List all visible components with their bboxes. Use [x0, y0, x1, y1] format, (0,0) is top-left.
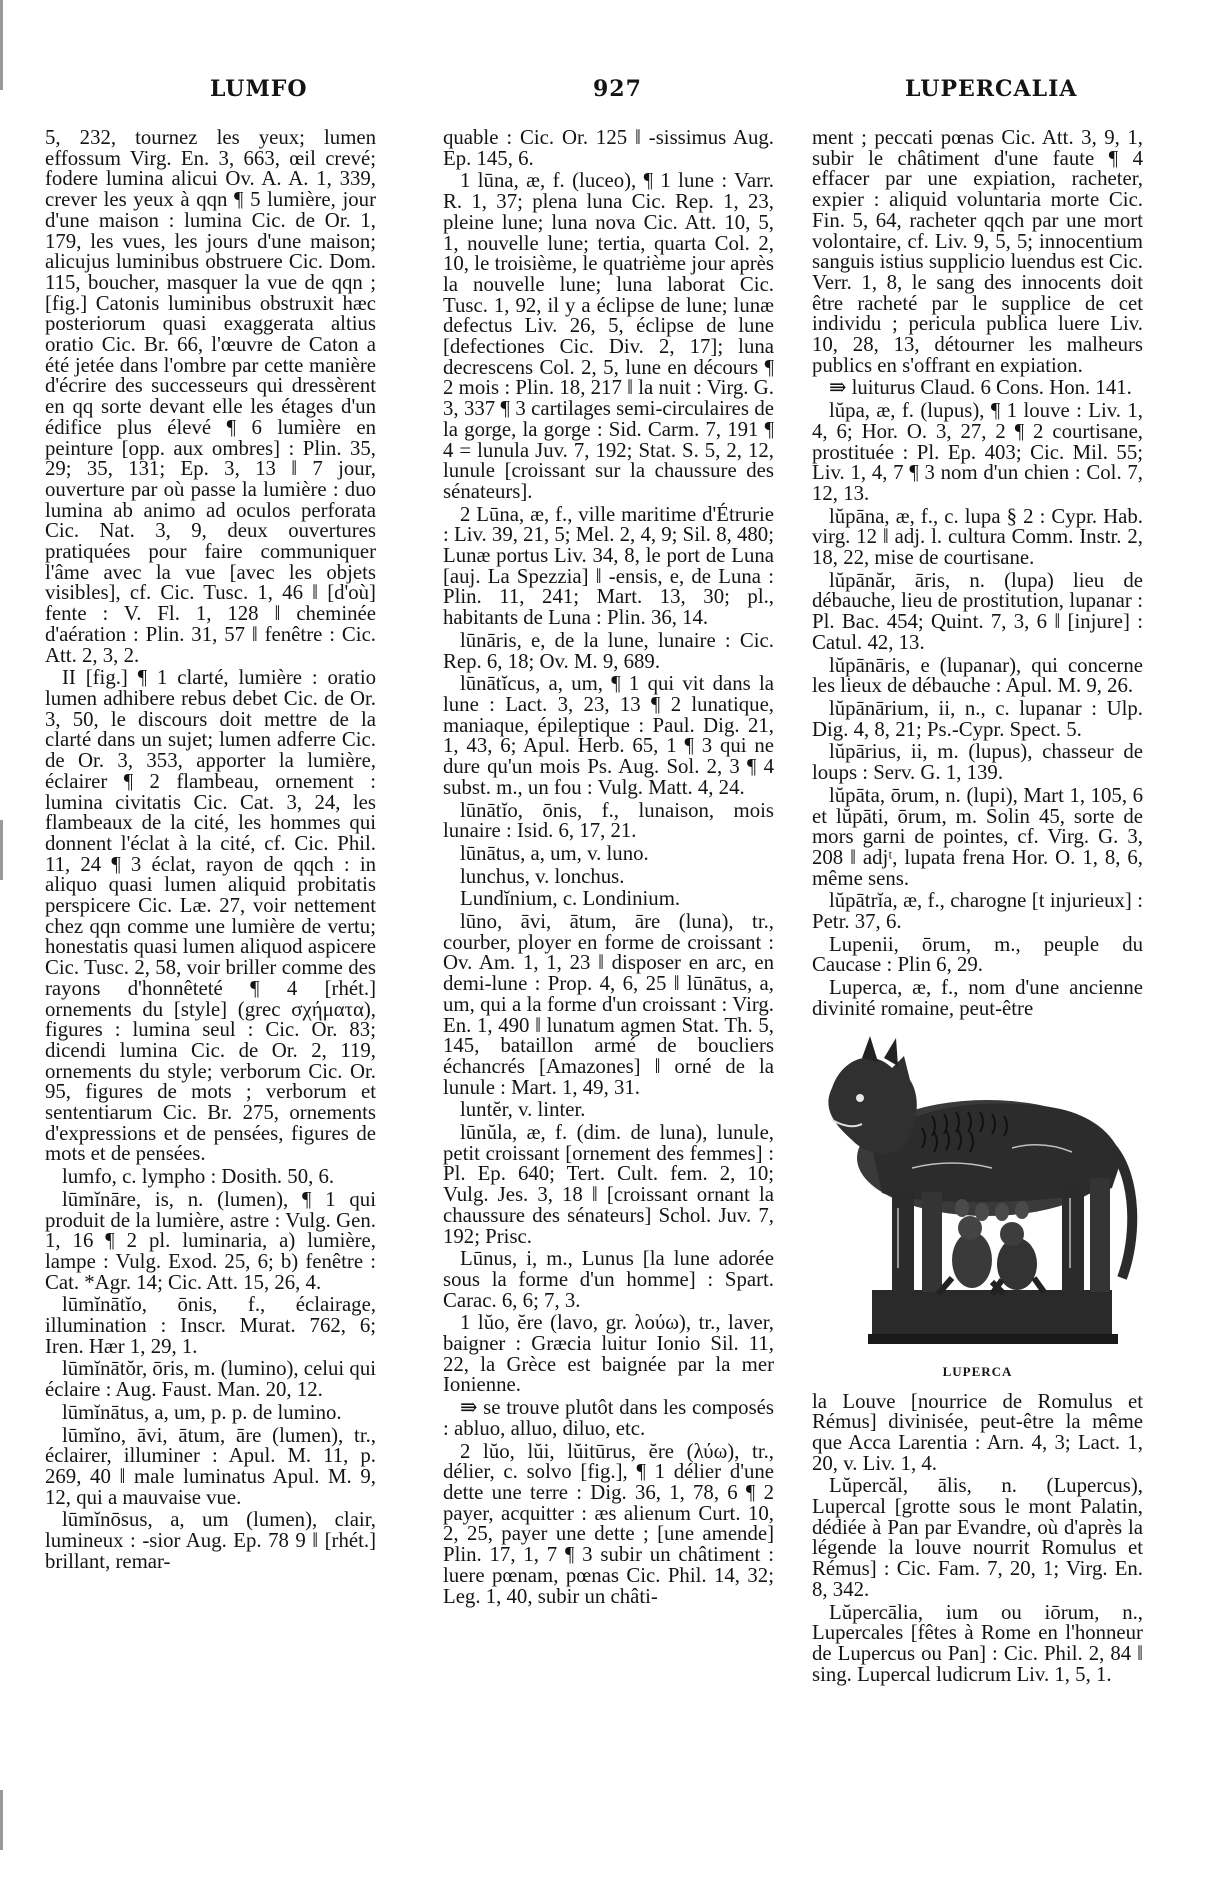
dictionary-entry: lūmĭnātŏr, ōris, m. (lumino), celui qui éclaire : Aug. Faust. Man. 20, 12.: [45, 1357, 376, 1402]
dictionary-entry: 1 lŭo, ĕre (lavo, gr. λούω), tr., laver, baigner : Græcia luitur Ionio Sil. 11, 22, la Grèce est baignée par la mer Ionienne.: [443, 1311, 774, 1397]
page-edge: [0, 0, 3, 90]
dictionary-entry: lŭpārius, ii, m. (lupus), chasseur de loups : Serv. G. 1, 139.: [812, 740, 1143, 785]
dictionary-entry: lūnātĭo, ōnis, f., lunaison, mois lunaire : Isid. 6, 17, 21.: [443, 798, 774, 843]
dictionary-entry: lūmĭno, āvi, ātum, āre (lumen), tr., éclairer, illuminer : Apul. M. 11, p. 269, 40 ‖ male luminatus Apul. M. 9, 12, qui a mauvaise vue.: [45, 1423, 376, 1509]
dictionary-entry: lŭpa, æ, f. (lupus), ¶ 1 louve : Liv. 1, 4, 6; Hor. O. 3, 27, 2 ¶ 2 courtisane, prostituée : Pl. Ep. 403; Cic. Mil. 55; Liv. 1, 4, 7 ¶ 3 nom d'un chien : Col. 7, 12, 13.: [812, 399, 1143, 505]
entry-text: 5, 232, tournez les yeux; lumen effossum Virg. En. 3, 663, œil crevé; fodere lumina alicui Ov. A. A. 1, 339, crever les yeux à qqn ¶ 5 lumière, jour d'une maison : lumina Cic. de Or. 1, 179, les vues, les jours d'une maison; alicujus luminibus obstruere Cic. Dom. 115, boucher, masquer la vue de qqn ; [fig.] Catonis luminibus obstruxit hæc posteriorum quasi exaggerata altius oratio Cic. Br. 66, l'œuvre de Caton a été jetée dans l'ombre par cette manière d'écrire des successeurs qui dressèrent en qq sorte devant elle les étages d'un édifice plus élevé ¶ 6 lumière en peinture [opp. aux ombres] : Plin. 35, 29; 35, 131; Ep. 3, 13 ‖ 7 jour, ouverture par où passe la lumière : duo lumina ab animo ad oculos perforata Cic. Nat. 3, 9, deux ouvertures pratiquées pour faire communiquer l'âme avec la vue [avec les objets visibles], cf. Cic. Tusc. 1, 46 ‖ [d'où] fente : V. Fl. 1, 128 ‖ cheminée d'aération : Plin. 31, 57 ‖ fenêtre : Cic. Att. 2, 3, 2.: [45, 126, 376, 667]
column-left: [45, 128, 376, 1575]
dictionary-entry: Lŭpercăl, ālis, n. (Lupercus), Lupercal [grotte sous le mont Palatin, dédiée à Pan par Evandre, où d'après la légende la louve nourrit Romulus et Rémus] : Cic. Fam. 7, 20, 1; Virg. En. 8, 342.: [812, 1474, 1143, 1601]
dictionary-entry: Lŭpercālia, ium ou iōrum, n., Lupercales [fêtes à Rome en l'honneur de Lupercus ou Pan] : Cic. Phil. 2, 84 ‖ sing. Lupercal ludicrum Liv. 1, 5, 1.: [812, 1600, 1143, 1686]
dictionary-entry: lūmĭnāre, is, n. (lumen), ¶ 1 qui produit de la lumière, astre : Vulg. Gen. 1, 16 ¶ 2 pl. luminaria, a) lumière, lampe : Vulg. Exod. 25, 6; b) fenêtre : Cat. *Agr. 14; Cic. Att. 15, 26, 4.: [45, 1187, 376, 1294]
dictionary-entry: lŭpānāris, e (lupanar), qui concerne les lieux de débauche : Apul. M. 9, 26.: [812, 653, 1143, 698]
column-right: [812, 128, 1143, 1687]
page-edge: [0, 1790, 3, 1850]
page-number: 927: [593, 76, 642, 102]
dictionary-entry: Luperca, æ, f., nom d'une ancienne divinité romaine, peut-être: [812, 976, 1143, 1020]
entry-text: la Louve [nourrice de Romulus et Rémus] divinisée, peut-être la même que Acca Larentia : Arn. 4, 3; Lact. 1, 20, v. Liv. 1, 4.: [812, 1389, 1143, 1475]
entry-text: II [fig.] ¶ 1 clarté, lumière : oratio lumen adhibere rebus debet Cic. de Or. 3, 50, le discours doit mettre de la clarté dans un sujet; lumen adferre Cic. de Or. 3, 353, apporter la lumière, éclairer ¶ 2 flambeau, ornement : lumina civitatis Cic. Cat. 3, 24, les flambeaux de la cité, les hommes qui donnent l'éclat à la cité, cf. Cic. Phil. 11, 24 ¶ 3 éclat, rayon de qqch : in aliquo quasi lumen aliquid probitatis perspicere Cic. Læ. 27, voir nettement chez qqn comme une lumière de vertu; honestatis quasi lumen aliquod aspicere Cic. Tusc. 2, 58, voir briller comme des rayons d'honnêteté ¶ 4 [rhét.] ornements du [style] (grec σχήματα), figures : lumina seul : Cic. Or. 83; dicendi lumina Cic. de Or. 2, 119, ornements du style; verborum Cic. Or. 95, figures de mots ; verborum et sententiarum Cic. Br. 275, ornements d'expressions et de pensées, figures de mots et de pensées.: [45, 666, 376, 1166]
page-edge: [0, 820, 3, 880]
dictionary-entry: lūnŭla, æ, f. (dim. de luna), lunule, petit croissant [ornement des femmes] : Pl. Ep. 640; Tert. Cult. fem. 2, 10; Vulg. Jes. 3, 18 ‖ [croissant ornant la chaussure des sénateurs] Schol. Juv. 7, 192; Prisc.: [443, 1121, 774, 1248]
dictionary-entry: lūno, āvi, ātum, āre (luna), tr., courber, ployer en forme de croissant : Ov. Am. 1, 1, 23 ‖ disposer en arc, en demi-lune : Prop. 4, 6, 25 ‖ lūnātus, a, um, qui a la forme d'un croissant : Virg. En. 1, 490 ‖ lunatum agmen Stat. Th. 5, 145, bataillon armé de boucliers échancrés [Amazones] ‖ orné de la lunule : Mart. 1, 49, 31.: [443, 910, 774, 1099]
usage-note: ⇛ luiturus Claud. 6 Cons. Hon. 141.: [829, 376, 1132, 400]
she-wolf-illustration: [812, 1028, 1143, 1382]
dictionary-entry: lŭpāna, æ, f., c. lupa § 2 : Cypr. Hab. virg. 12 ‖ adj. l. cultura Comm. Instr. 2, 18, 22, mise de courtisane.: [812, 504, 1143, 570]
dictionary-entry: Lupenii, ōrum, m., peuple du Caucase : Plin 6, 29.: [812, 932, 1143, 977]
dictionary-entry: lŭpānăr, āris, n. (lupa) lieu de débauche, lieu de prostitution, lupanar : Pl. Bac. 454; Quint. 7, 3, 6 ‖ [injure] : Catul. 42, 13.: [812, 568, 1143, 654]
dictionary-entry: 2 lŭo, lŭi, lŭitūrus, ĕre (λύω), tr., délier, c. solvo [fig.], ¶ 1 délier d'une dette une terre : Dig. 36, 1, 78, 6 ¶ 2 payer, acquitter : æs alienum Curt. 10, 2, 25, payer une dette ; [une amende] Plin. 17, 1, 7 ¶ 3 subir un châtiment : luere pœnam, pœnas Cic. Phil. 14, 32; Leg. 1, 40, subir un châti-: [443, 1439, 774, 1608]
dictionary-entry: 1 lūna, æ, f. (luceo), ¶ 1 lune : Varr. R. 1, 37; plena luna Cic. Rep. 1, 23, pleine lune; luna nova Cic. Att. 10, 5, 1, nouvelle lune; tertia, quarta Col. 2, 10, le troisième, le quatrième jour après la nouvelle lune; luna laborat Cic. Tusc. 1, 92, il y a éclipse de lune; lunæ defectus Liv. 26, 5, éclipse de lune [defectiones Cic. Div. 2, 17]; luna decrescens Col. 2, 5, lune en décours ¶ 2 mois : Plin. 18, 217 ‖ la nuit : Virg. G. 3, 337 ¶ 3 cartilages semi-circulaires de la gorge, la gorge : Sid. Carm. 7, 191 ¶ 4 = lunula Juv. 7, 192; Stat. S. 5, 2, 12, lunule [croissant sur la chaussure des sénateurs].: [443, 169, 774, 503]
entry-text: ment ; peccati pœnas Cic. Att. 3, 9, 1, subir le châtiment d'une faute ¶ 4 effacer par une expiation, racheter, expier : aliquid voluntaria morte Cic. Fin. 5, 64, racheter qqch par une mort volontaire, cf. Liv. 9, 5, 5; innocentium sanguis istius supplicio luendus est Cic. Verr. 1, 8, le sang des innocents doit être racheté par le supplice de cet individu ; pericula publica luere Liv. 10, 28, 13, détourner les malheurs publics en s'offrant en expiation.: [812, 126, 1143, 377]
dictionary-entry: lūmĭnātĭo, ōnis, f., éclairage, illumination : Inscr. Murat. 762, 6; Iren. Hær 1, 29, 1.: [45, 1293, 376, 1358]
entry-text: quable : Cic. Or. 125 ‖ -sissimus Aug. Ep. 145, 6.: [443, 126, 774, 170]
running-head-right: LUPERCALIA: [905, 76, 1078, 102]
pedestal-shape: [872, 1290, 1112, 1338]
she-wolf-drawing: [812, 1028, 1143, 1358]
dictionary-entry: lūnātĭcus, a, um, ¶ 1 qui vit dans la lune : Lact. 3, 23, 13 ¶ 2 lunatique, maniaque, épileptique : Paul. Dig. 21, 1, 43, 6; Apul. Herb. 65, 1 ¶ 3 qui ne dure qu'un mois Ps. Aug. Sol. 2, 3 ¶ 4 subst. m., un fou : Vulg. Matt. 4, 24.: [443, 672, 774, 799]
figure-caption: LUPERCA: [942, 1363, 1013, 1379]
dictionary-entry: lŭpāta, ōrum, n. (lupi), Mart 1, 105, 6 et lŭpāti, ōrum, m. Solin 45, sorte de mors garni de pointes, cf. Virg. G. 3, 208 ‖ adjᵗ, lupata frena Hor. O. 1, 8, 6, même sens.: [812, 783, 1143, 890]
dictionary-entry: lūnāris, e, de la lune, lunaire : Cic. Rep. 6, 18; Ov. M. 9, 689.: [443, 628, 774, 673]
dictionary-entry: luntĕr, v. linter.: [460, 1098, 586, 1122]
usage-note: ⇛ se trouve plutôt dans les composés : abluo, alluo, diluo, etc.: [443, 1396, 774, 1440]
wolf-leg-shape: [892, 1188, 914, 1292]
dictionary-entry: lunchus, v. lonchus.: [460, 864, 625, 888]
dictionary-entry: lŭpānārium, ii, n., c. lupanar : Ulp. Dig. 4, 8, 21; Ps.-Cypr. Spect. 5.: [812, 696, 1143, 741]
dictionary-entry: lūnātus, a, um, v. luno.: [460, 841, 649, 865]
dictionary-entry: Lūnus, i, m., Lunus [la lune adorée sous la forme d'un homme] : Spart. Carac. 6, 6; 7, 3.: [443, 1247, 774, 1312]
running-head-left: LUMFO: [210, 76, 308, 102]
dictionary-entry: lŭpātrĭa, æ, f., charogne [t injurieux] : Petr. 37, 6.: [812, 889, 1143, 934]
dictionary-entry: lumfo, c. lympho : Dosith. 50, 6.: [62, 1165, 335, 1189]
dictionary-entry: lūmĭnātus, a, um, p. p. de lumino.: [62, 1400, 342, 1424]
dictionary-entry: lūmĭnōsus, a, um (lumen), clair, lumineux : -sior Aug. Ep. 78 9 ‖ [rhét.] brillant, remar-: [45, 1508, 376, 1573]
dictionary-entry: Lundĭnium, c. Londinium.: [460, 887, 681, 911]
dictionary-entry: 2 Lūna, æ, f., ville maritime d'Étrurie : Liv. 39, 21, 5; Mel. 2, 4, 9; Sil. 8, 480; Lunæ portus Liv. 34, 8, le port de Luna [auj. La Spezzia] ‖ -ensis, e, de Luna : Plin. 11, 241; Mart. 13, 30; pl., habitants de Luna : Plin. 36, 14.: [443, 502, 774, 630]
column-middle: [443, 128, 774, 1609]
